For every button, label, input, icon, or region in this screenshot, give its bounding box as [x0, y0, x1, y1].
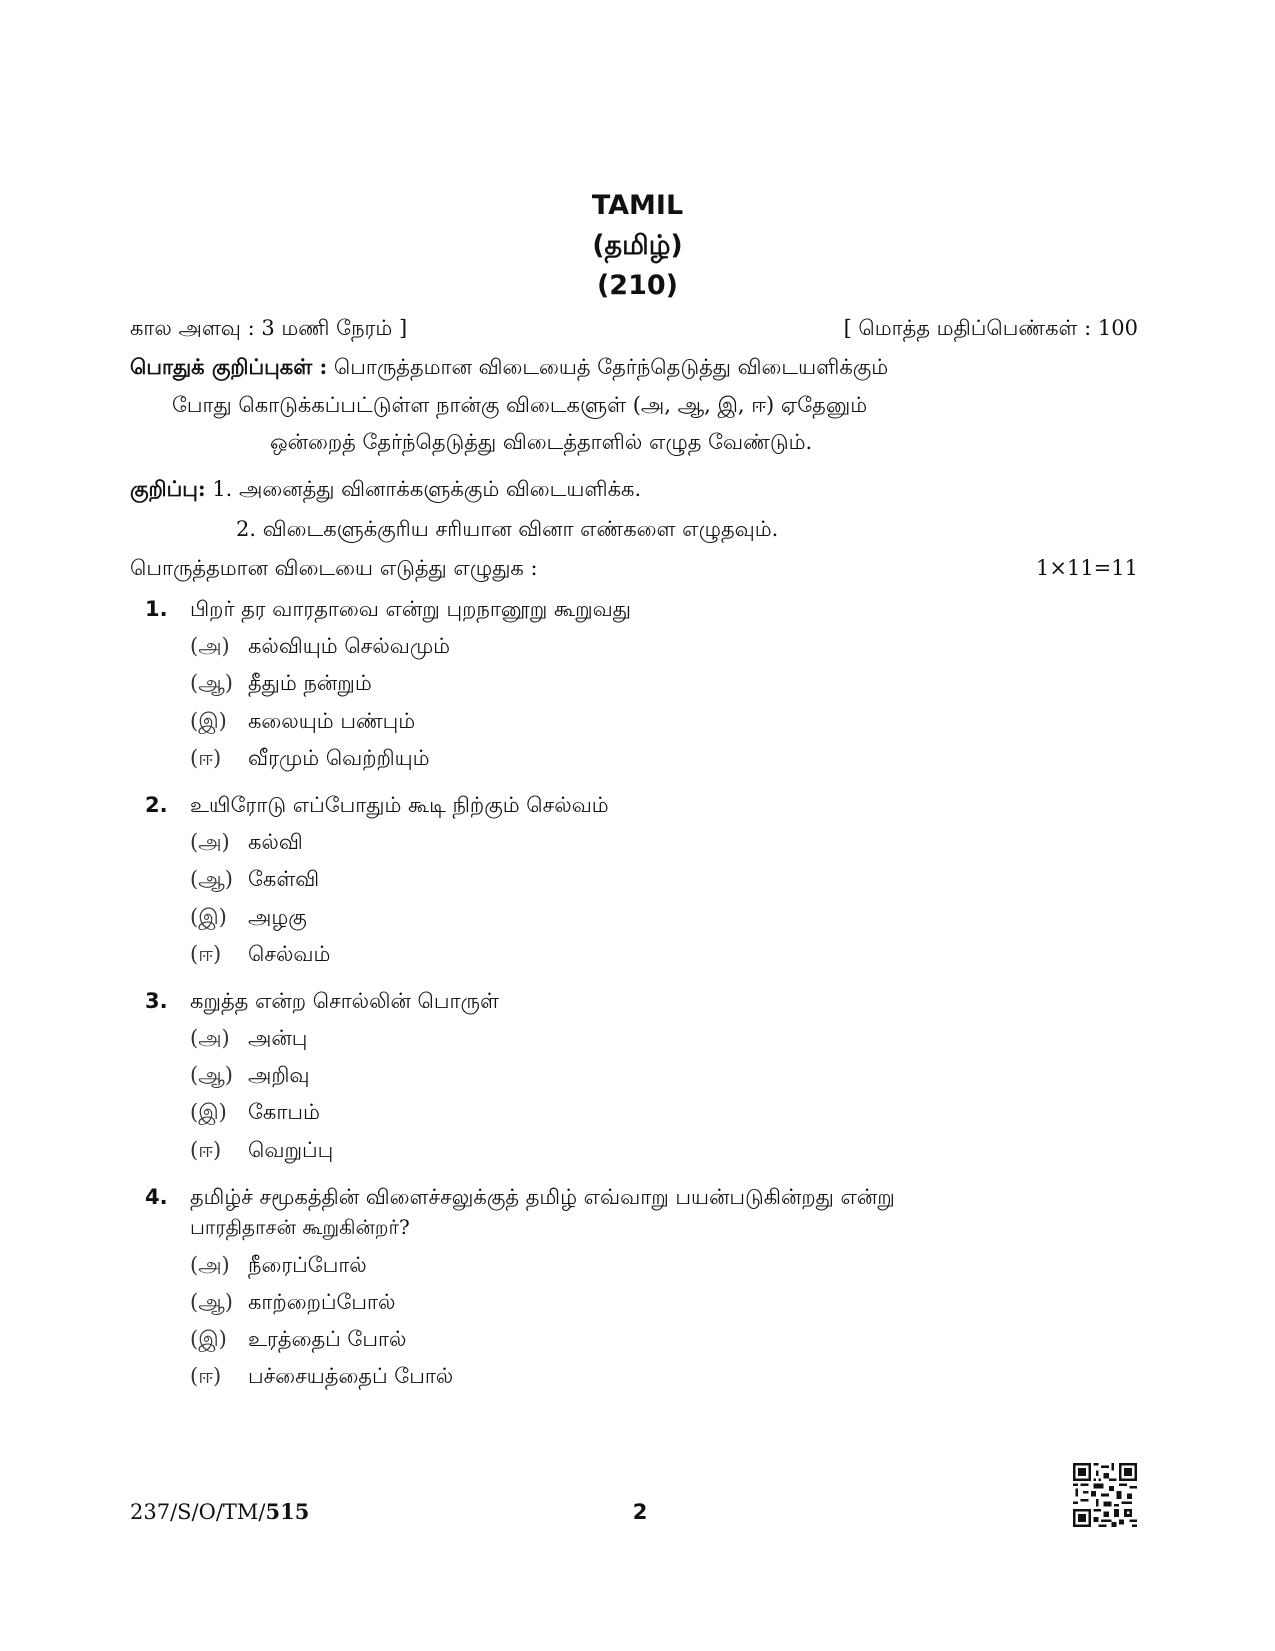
option-d [190, 939, 330, 969]
option-a [190, 631, 450, 661]
question-text: கறுத்த என்ற சொல்லின் பொருள் [190, 989, 499, 1013]
option-label: (இ) [190, 1327, 227, 1351]
paper-code-prefix: 237/S/O/TM/ [130, 1500, 266, 1524]
option-text: உரத்தைப் போல் [248, 1327, 407, 1351]
question-text: பிறர் தர வாரதாவை என்று புறநானூறு கூறுவது [190, 597, 631, 621]
option-text: கோபம் [248, 1100, 320, 1124]
option-b [190, 864, 319, 894]
option-c [190, 1324, 406, 1354]
section-prompt: பொருத்தமான விடையை எடுத்து எழுதுக : [130, 556, 538, 580]
option-label: (ஈ) [190, 942, 222, 966]
option-label: (ஈ) [190, 1364, 222, 1388]
total-marks: [ மொத்த மதிப்பெண்கள் : 100 [843, 316, 1138, 340]
option-label: (ஆ) [190, 867, 233, 891]
option-text: செல்வம் [248, 942, 331, 966]
option-a [190, 827, 303, 857]
option-b [190, 1287, 395, 1317]
option-label: (அ) [190, 830, 230, 854]
option-text: வெறுப்பு [248, 1138, 334, 1162]
time-duration: கால அளவு : 3 மணி நேரம் ] [130, 316, 408, 340]
general-instructions-label: பொதுக் குறிப்புகள் : [130, 354, 328, 379]
option-label: (ஈ) [190, 746, 222, 770]
option-text: காற்றைப்போல் [248, 1290, 396, 1314]
option-b [190, 1060, 310, 1090]
question-number: 2. [145, 793, 168, 817]
option-text: கல்வி [248, 830, 303, 854]
option-text: கல்வியும் செல்வமும் [248, 634, 451, 658]
paper-code-number: 515 [265, 1499, 310, 1524]
note-2: 2. விடைகளுக்குரிய சரியான வினா எண்களை எழுதவும். [236, 517, 779, 541]
general-instructions-line2: போது கொடுக்கப்பட்டுள்ள நான்கு விடைகளுள் (அ, ஆ, இ, ஈ) ஏதேனும் [172, 393, 868, 417]
question-number: 1. [145, 597, 168, 621]
option-text: கலையும் பண்பும் [248, 709, 416, 733]
option-b [190, 668, 372, 698]
qr-code-icon [1073, 1463, 1137, 1527]
option-label: (ஆ) [190, 671, 233, 695]
option-text: தீதும் நன்றும் [248, 671, 372, 695]
option-text: கேள்வி [248, 867, 320, 891]
option-a [190, 1250, 367, 1280]
option-label: (இ) [190, 905, 227, 929]
general-instructions-line1 [130, 352, 888, 382]
question-number: 4. [145, 1185, 168, 1209]
option-label: (அ) [190, 1026, 230, 1050]
subject-title-english: TAMIL [591, 190, 684, 221]
option-text: அழகு [248, 905, 307, 929]
option-c [190, 1097, 320, 1127]
option-d [190, 743, 430, 773]
option-label: (அ) [190, 1253, 230, 1277]
option-text: நீரைப்போல் [248, 1253, 367, 1277]
general-instructions-line3: ஒன்றைத் தேர்ந்தெடுத்து விடைத்தாளில் எழுத வேண்டும். [270, 430, 813, 454]
option-d [190, 1135, 333, 1165]
subject-code: (210) [596, 270, 679, 301]
option-c [190, 706, 415, 736]
option-label: (இ) [190, 709, 227, 733]
question-text-continued: பாரதிதாசன் கூறுகின்றர்? [190, 1215, 410, 1239]
option-label: (அ) [190, 634, 230, 658]
note-line1 [130, 474, 641, 504]
option-label: (ஆ) [190, 1290, 233, 1314]
paper-code [130, 1497, 309, 1527]
option-text: பச்சையத்தைப் போல் [248, 1364, 454, 1388]
option-label: (இ) [190, 1100, 227, 1124]
general-instructions-text1: பொருத்தமான விடையைத் தேர்ந்தெடுத்து விடையளிக்கும் [333, 355, 889, 379]
subject-title-tamil: (தமிழ்) [592, 230, 683, 261]
option-label: (ஈ) [190, 1138, 222, 1162]
note-1: 1. அனைத்து வினாக்களுக்கும் விடையளிக்க. [212, 477, 642, 501]
option-text: அறிவு [248, 1063, 310, 1087]
page-number: 2 [632, 1500, 648, 1524]
question-text: உயிரோடு எப்போதும் கூடி நிற்கும் செல்வம் [190, 793, 609, 817]
option-label: (ஆ) [190, 1063, 233, 1087]
section-marks: 1×11=11 [1036, 556, 1138, 580]
option-text: அன்பு [248, 1026, 308, 1050]
question-text: தமிழ்ச் சமூகத்தின் விளைச்சலுக்குத் தமிழ் எவ்வாறு பயன்படுகின்றது என்று [190, 1185, 895, 1209]
option-d [190, 1361, 453, 1391]
option-a [190, 1023, 307, 1053]
note-label: குறிப்பு: [130, 476, 206, 501]
option-c [190, 902, 307, 932]
option-text: வீரமும் வெற்றியும் [248, 746, 430, 770]
question-number: 3. [145, 989, 168, 1013]
